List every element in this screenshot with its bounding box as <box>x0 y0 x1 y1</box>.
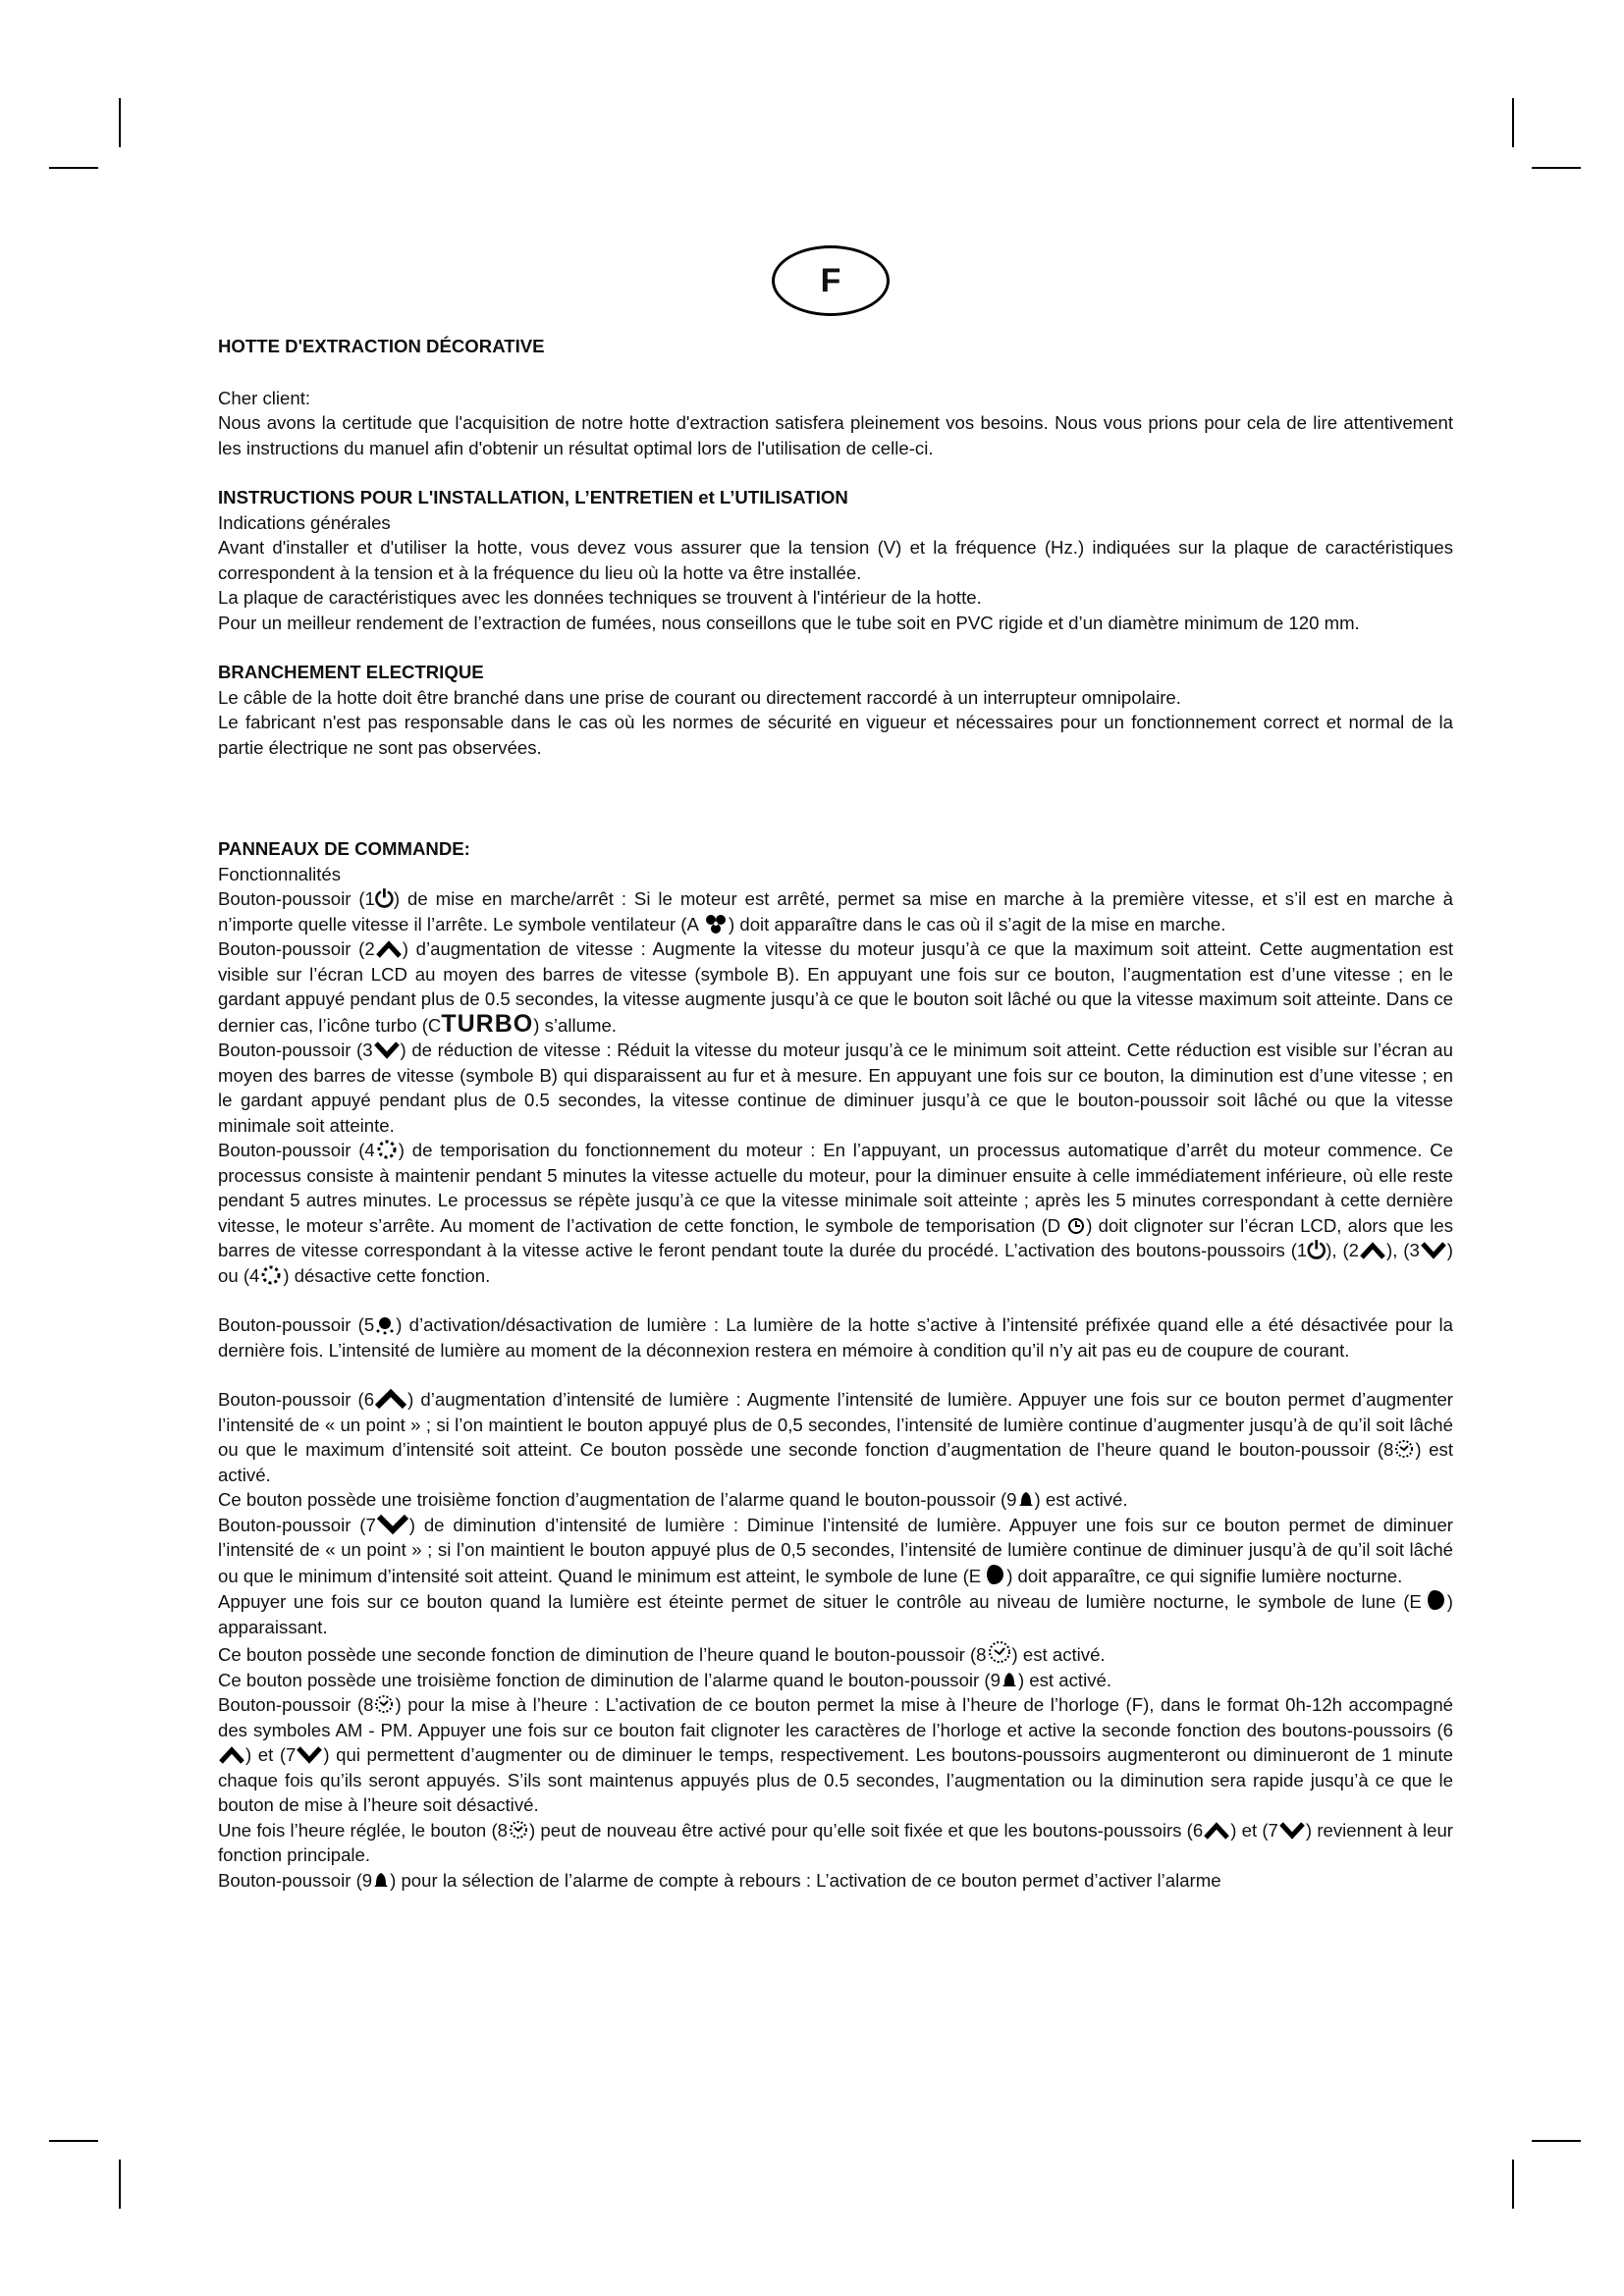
language-badge: F <box>772 245 890 316</box>
text-run: ) pour la mise à l’heure : L’activation de ce bouton permet la mise à l’heure de l’horloge (F), dans le format 0h-12h accompagné des symboles AM - PM. Appuyer une fois sur ce bouton fait clignoter les caractères de l’horloge et active la seconde fonction des boutons-poussoirs (6 <box>218 1694 1454 1740</box>
install-paragraph: La plaque de caractéristiques avec les données techniques se trouvent à l'intérieur de la hotte. <box>218 587 982 608</box>
text-run: Bouton-poussoir (1 <box>218 888 375 909</box>
bell-icon <box>1001 1671 1018 1690</box>
text-run: ) d’augmentation d’intensité de lumière : Augmente l’intensité de lumière. Appuyer une fois sur ce bouton permet d’augmenter l’intensité de « un point » ; si l’on maintient le bouton appuyé plus de 0,5 secondes, l’intensité de lumière continue d’augmenter jusqu’à de qu’il soit lâché ou que le maximum d’intensité soit atteint. Ce bouton possède une seconde fonction d’augmentation de l’heure quand le bouton-poussoir (8 <box>218 1389 1453 1460</box>
button-7-paragraph-2 <box>218 1588 1453 1639</box>
text-run: ) de réduction de vitesse : Réduit la vitesse du moteur jusqu’à ce le minimum soit atteint. Cette réduction est visible sur l’écran au moyen des barres de vitesse (symbole B) qui disparaissent au fur et à mesure. En appuyant une fois sur ce bouton, la diminution est d’une vitesse ; en le gardant appuyé pendant plus de 0.5 secondes, la vitesse continue de diminuer jusqu’à ce que le bouton-poussoir soit lâché ou que la vitesse minimale soit atteinte. <box>218 1040 1453 1136</box>
text-run: ) apparaissant. <box>218 1591 1453 1637</box>
text-run: ) pour la sélection de l’alarme de compte à rebours : L’activation de ce bouton permet d’activer l’alarme <box>390 1869 1221 1891</box>
crop-mark <box>49 167 98 169</box>
chevron-down-icon <box>373 1041 401 1060</box>
text-run: Bouton-poussoir (8 <box>218 1694 374 1715</box>
text-run: Bouton-poussoir (3 <box>218 1040 373 1060</box>
electric-paragraph: Le fabricant n'est pas responsable dans le cas où les normes de sécurité en vigueur et nécessaires pour un fonctionnement correct et normal de la partie électrique ne sont pas observées. <box>218 712 1453 758</box>
crop-mark <box>119 2160 121 2209</box>
button-4-paragraph <box>218 1138 1453 1288</box>
text-run: Une fois l’heure réglée, le bouton (8 <box>218 1819 508 1841</box>
button-8-paragraph-2 <box>218 1818 1453 1868</box>
panels-heading: PANNEAUX DE COMMANDE: <box>218 838 470 859</box>
text-run: ) de temporisation du fonctionnement du moteur : En l’appuyant, un processus automatique d’arrêt du moteur commence. Ce processus consiste à maintenir pendant 5 minutes la vitesse actuelle du moteur, pour la diminuer ensuite à celle immédiatement inférieure, où elle reste pendant 5 autres minutes. Le processus se répète jusqu’à ce que la vitesse minimale soit atteinte ; après les 5 minutes correspondant à cette dernière vitesse, le moteur s’arrête. Au moment de l’activation de cette fonction, le symbole de temporisation (D <box>218 1140 1454 1236</box>
button-8-paragraph <box>218 1692 1453 1818</box>
crop-mark <box>1532 167 1581 169</box>
text-run: ) ou (4 <box>218 1240 1453 1286</box>
moon-icon <box>981 1563 1006 1586</box>
button-6-paragraph-2 <box>218 1487 1453 1513</box>
clock-icon <box>508 1819 529 1841</box>
light-icon <box>374 1313 396 1335</box>
text-run: ) est activé. <box>1011 1644 1106 1665</box>
text-run: Bouton-poussoir (6 <box>218 1389 375 1410</box>
install-heading: INSTRUCTIONS POUR L'INSTALLATION, L’ENTRETIEN et L’UTILISATION <box>218 487 848 507</box>
text-run: ) peut de nouveau être activé pour qu’elle soit fixée et que les boutons-poussoirs (6 <box>528 1819 1204 1841</box>
document-body <box>218 334 1453 1893</box>
button-5-paragraph <box>218 1312 1453 1362</box>
chevron-down-icon <box>376 1514 409 1535</box>
text-run: ), (3 <box>1386 1240 1420 1260</box>
text-run: Appuyer une fois sur ce bouton quand la lumière est éteinte permet de situer le contrôle au niveau de lumière nocturne, le symbole de lune (E <box>218 1591 1422 1612</box>
text-run: ) s’allume. <box>533 1014 617 1036</box>
text-run: ) d’augmentation de vitesse : Augmente la vitesse du moteur jusqu’à ce que la maximum soit atteint. Cette augmentation est visible sur l’écran LCD au moyen des barres de vitesse (symbole B). En appuyant une fois sur ce bouton, l’augmentation est d’une vitesse ; en le gardant appuyé pendant plus de 0.5 secondes, la vitesse augmente jusqu’à ce que le bouton soit lâché ou que la vitesse maximum soit atteinte. Dans ce dernier cas, l’icône turbo (C <box>218 938 1453 1036</box>
clock-icon <box>987 1639 1012 1665</box>
chevron-up-icon <box>1359 1241 1386 1260</box>
bell-icon <box>372 1871 390 1891</box>
text-run: Bouton-poussoir (2 <box>218 938 375 959</box>
text-run: ) et (7 <box>245 1744 297 1765</box>
text-run: ) est activé. <box>218 1439 1453 1485</box>
electric-heading: BRANCHEMENT ELECTRIQUE <box>218 662 484 682</box>
panels-subheading: Fonctionnalités <box>218 863 342 884</box>
button-7-paragraph-4 <box>218 1668 1453 1693</box>
moon-icon <box>1422 1588 1447 1612</box>
text-run: Bouton-poussoir (5 <box>218 1314 375 1335</box>
timer-icon <box>375 1139 399 1160</box>
clock-icon <box>1393 1438 1415 1460</box>
text-run: ) de diminution d’intensité de lumière : Diminue l’intensité de lumière. Appuyer une fois sur ce bouton permet de diminuer l’intensité de « un point » ; si l’on maintient le bouton appuyé plus de 0,5 secondes, l’intensité de lumière continue de diminuer jusqu’à de qu’il soit lâché ou que le minimum d’intensité soit atteint. Quand le minimum est atteint, le symbole de lune (E <box>218 1514 1454 1586</box>
crop-mark <box>1532 2140 1581 2142</box>
crop-mark <box>119 98 121 147</box>
text-run: Bouton-poussoir (4 <box>218 1140 375 1160</box>
text-run: ) doit clignoter sur l’écran LCD, alors que les barres de vitesse correspondant à la vitesse active le feront pendant toute la durée du procédé. L’activation des boutons-poussoirs (1 <box>218 1214 1453 1260</box>
chevron-down-icon <box>1278 1821 1306 1841</box>
text-run: ) d’activation/désactivation de lumière : La lumière de la hotte s’active à l’intensité préfixée quand elle a été désactivée pour la dernière fois. L’intensité de lumière au moment de la déconnexion restera en mémoire à condition qu’il n’y ait pas eu de coupure de courant. <box>218 1314 1453 1361</box>
button-1-paragraph <box>218 886 1453 936</box>
text-run: ) est activé. <box>1034 1489 1128 1510</box>
button-3-paragraph <box>218 1038 1453 1138</box>
chevron-up-icon <box>375 939 403 959</box>
install-paragraph: Pour un meilleur rendement de l’extraction de fumées, nous conseillons que le tube soit en PVC rigide et d’un diamètre minimum de 120 mm. <box>218 612 1360 633</box>
intro-paragraph: Nous avons la certitude que l'acquisition de notre hotte d'extraction satisfera pleinement vos besoins. Nous vous prions pour cela de lire attentivement les instructions du manuel afin d'obtenir un résultat optimal lors de l'utilisation de celle-ci. <box>218 412 1453 458</box>
bell-icon <box>1017 1490 1035 1510</box>
chevron-up-icon <box>374 1388 407 1410</box>
button-7-paragraph-3 <box>218 1639 1453 1668</box>
text-run: Bouton-poussoir (7 <box>218 1514 376 1535</box>
text-run: ), (2 <box>1326 1240 1360 1260</box>
text-run: ) doit apparaître dans le cas où il s’agit de la mise en marche. <box>729 913 1226 934</box>
clock-icon <box>1066 1216 1086 1236</box>
timer-icon <box>259 1264 283 1286</box>
power-icon: ⏻ <box>1307 1238 1326 1264</box>
install-paragraph: Avant d'installer et d'utiliser la hotte, vous devez vous assurer que la tension (V) et la fréquence (Hz.) indiquées sur la plaque de caractéristiques correspondent à la tension et à la fréquence du lieu où la hotte va être installée. <box>218 537 1453 583</box>
text-run: Ce bouton possède une troisième fonction de diminution de l’alarme quand le bouton-poussoir (9 <box>218 1669 1001 1690</box>
text-run: ) doit apparaître, ce qui signifie lumière nocturne. <box>1006 1565 1403 1586</box>
text-run: Bouton-poussoir (9 <box>218 1869 373 1891</box>
greeting: Cher client: <box>218 387 311 408</box>
text-run: ) désactive cette fonction. <box>283 1264 491 1286</box>
clock-icon <box>373 1693 395 1715</box>
text-run: ) de mise en marche/arrêt : Si le moteur est arrêté, permet sa mise en marche à la première vitesse, et s’il est en marche à n’importe quelle vitesse il l’arrête. Le symbole ventilateur (A <box>218 888 1453 934</box>
text-run: Ce bouton possède une troisième fonction d’augmentation de l’alarme quand le bouton-poussoir (9 <box>218 1489 1017 1510</box>
turbo-label: TURBO <box>441 1009 534 1038</box>
chevron-down-icon <box>296 1745 323 1765</box>
text-run: ) reviennent à leur fonction principale. <box>218 1819 1453 1865</box>
document-title: HOTTE D'EXTRACTION DÉCORATIVE <box>218 336 545 356</box>
crop-mark <box>49 2140 98 2142</box>
button-6-paragraph <box>218 1387 1453 1487</box>
crop-mark <box>1512 2160 1514 2209</box>
text-run: Ce bouton possède une seconde fonction de diminution de l’heure quand le bouton-poussoir (8 <box>218 1644 987 1665</box>
electric-paragraph: Le câble de la hotte doit être branché dans une prise de courant ou directement raccordé à un interrupteur omnipolaire. <box>218 686 1181 708</box>
button-7-paragraph <box>218 1513 1453 1589</box>
text-run: ) qui permettent d’augmenter ou de diminuer le temps, respectivement. Les boutons-poussoirs augmenteront ou diminueront de 1 minute chaque fois qu’ils seront appuyés. S’ils sont maintenus appuyés plus de 0.5 secondes, l’augmentation ou la diminution sera rapide jusqu’à ce que le bouton de mise à l’heure soit désactivé. <box>218 1744 1453 1815</box>
crop-mark <box>1512 98 1514 147</box>
button-2-paragraph <box>218 936 1453 1038</box>
chevron-down-icon <box>1420 1241 1447 1260</box>
fan-icon <box>703 913 729 934</box>
button-9-paragraph <box>218 1868 1453 1894</box>
text-run: ) et (7 <box>1230 1819 1278 1841</box>
install-subheading: Indications générales <box>218 511 391 533</box>
chevron-up-icon <box>1203 1821 1230 1841</box>
power-icon: ⏻ <box>374 886 394 913</box>
text-run: ) est activé. <box>1017 1669 1112 1690</box>
chevron-up-icon <box>218 1745 245 1765</box>
